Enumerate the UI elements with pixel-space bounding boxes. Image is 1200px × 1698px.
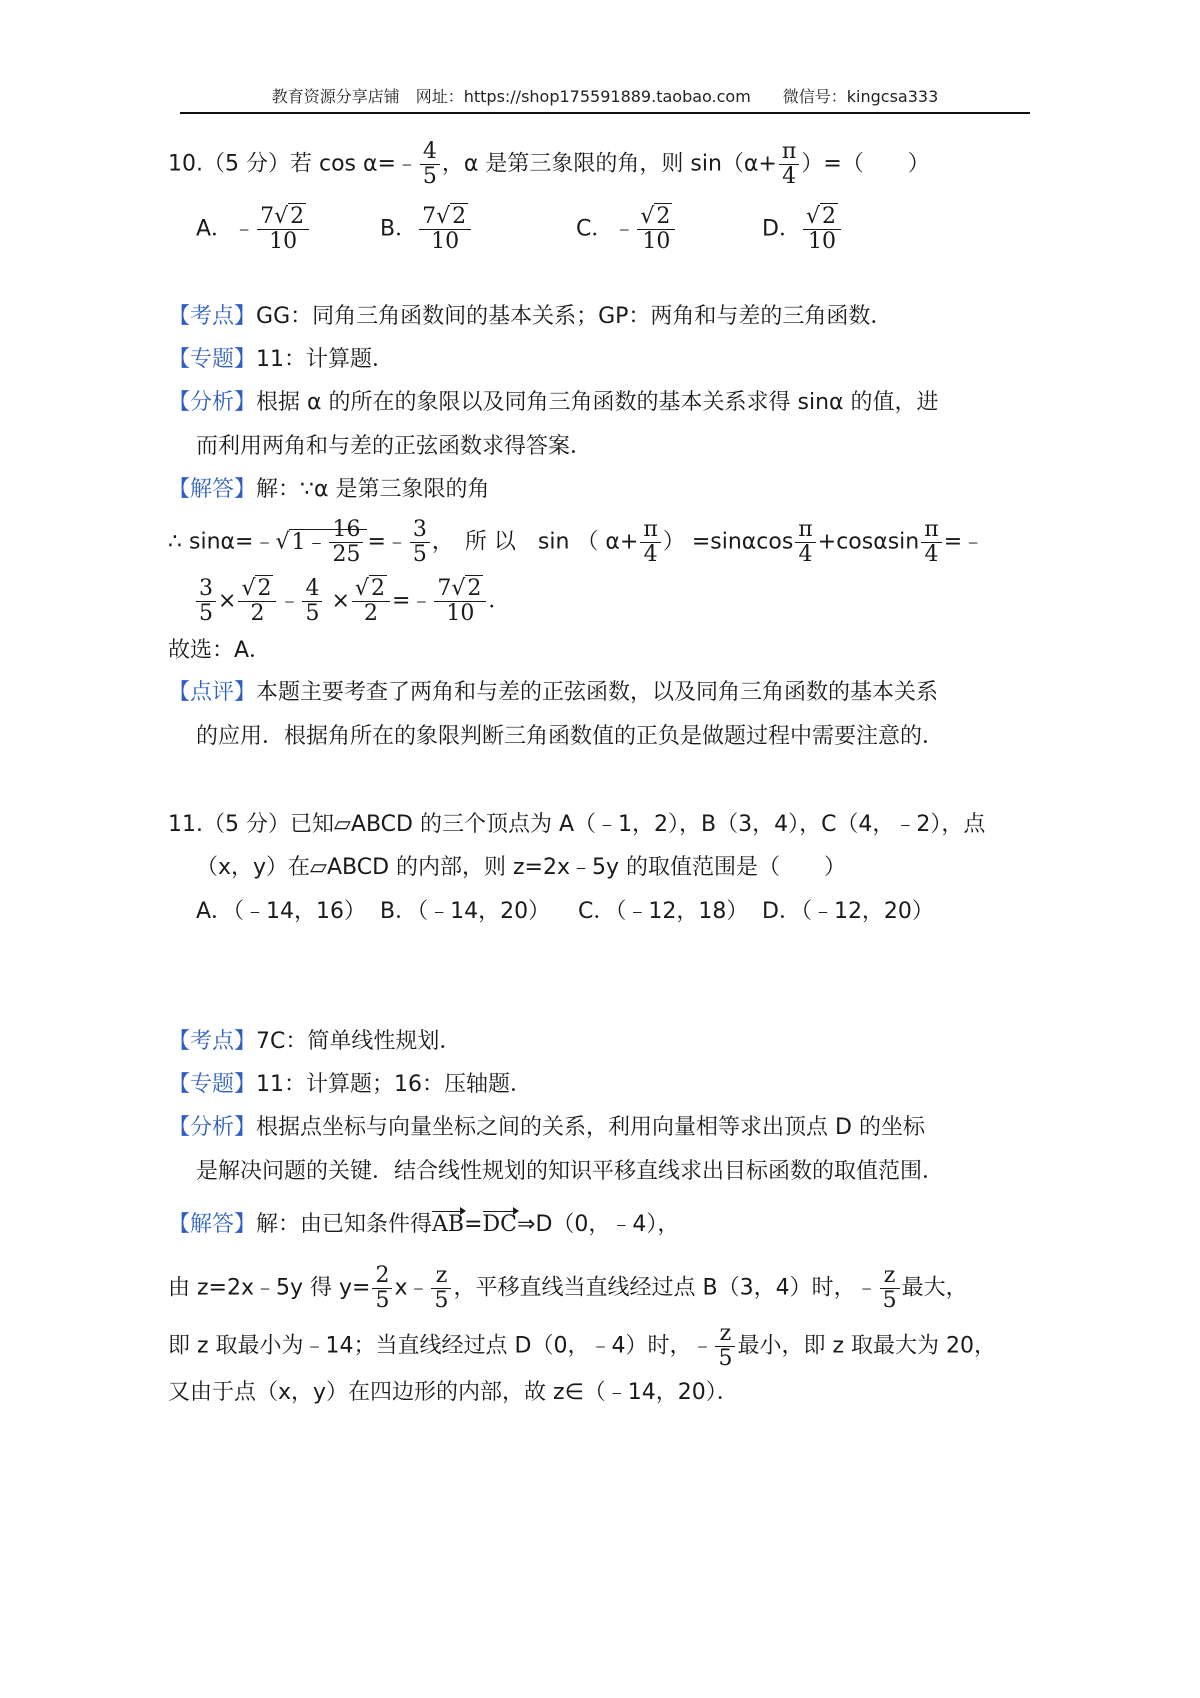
fraction: $\frac{7√2}{10}$ bbox=[434, 577, 486, 626]
fraction: $\frac{√2}{2}$ bbox=[352, 577, 390, 626]
zhuanti-10: 【专题】11：计算题． bbox=[168, 347, 395, 372]
fenxi-11: 【分析】根据点坐标与向量坐标之间的关系，利用向量相等求出顶点 D 的坐标 bbox=[168, 1115, 925, 1140]
solution-line-1: ∴ sinα=﹣√1﹣ $\frac{16}{25}$ =﹣ $\frac{3}{5}$ ， 所 以 sin （ α+ $\frac{\pi}{4}$ ） =sinαcos $\frac{\pi}{4}$ +cosαsin $\frac{\pi}{4}$ =﹣ bbox=[168, 517, 985, 567]
option-a: A．﹣ $\frac{7√2}{10}$ bbox=[196, 205, 311, 254]
sqrt-symbol: √2 bbox=[274, 204, 305, 229]
option-d: D．（﹣12，20） bbox=[762, 899, 934, 924]
solution-11-line-2: 即 z 取最小为﹣14；当直线经过点 D（0，﹣4）时，﹣ $\frac{z}{5}$ 最小，即 z 取最大为 20， bbox=[168, 1321, 996, 1371]
kaodian-11: 【考点】7C：简单线性规划． bbox=[168, 1029, 462, 1054]
jieda-11: 【解答】解：由已知条件得AB=DC⇒D（0，﹣4）， bbox=[168, 1210, 679, 1240]
sqrt-symbol: √2 bbox=[451, 576, 482, 601]
answer-choice-10: 故选：A． bbox=[168, 638, 272, 663]
fraction: $\frac{7√2}{10}$ bbox=[257, 205, 309, 254]
solution-line-2: $\frac{3}{5}$ × $\frac{√2}{2}$ ﹣ $\frac{4}{5}$ × $\frac{√2}{2}$ =﹣ $\frac{7√2}{10}$ ． bbox=[194, 577, 510, 626]
option-c: C．﹣ $\frac{√2}{10}$ bbox=[576, 205, 677, 254]
fraction: $\frac{z}{5}$ bbox=[431, 1264, 451, 1313]
fraction: $\frac{4}{5}$ bbox=[302, 577, 322, 626]
fenxi-11-cont: 是解决问题的关键．结合线性规划的知识平移直线求出目标函数的取值范围． bbox=[196, 1159, 945, 1184]
fraction: $\frac{3}{5}$ bbox=[196, 577, 216, 626]
fraction: $\frac{√2}{2}$ bbox=[238, 577, 276, 626]
option-d: D． $\frac{√2}{10}$ bbox=[762, 205, 843, 254]
sqrt-symbol: √2 bbox=[241, 576, 272, 601]
fraction: $\frac{z}{5}$ bbox=[880, 1264, 900, 1313]
fenxi-10-cont: 而利用两角和与差的正弦函数求得答案． bbox=[196, 434, 593, 459]
fraction: $\frac{16}{25}$ bbox=[329, 518, 363, 567]
fraction: $\frac{\pi}{4}$ bbox=[779, 140, 799, 189]
fraction: $\frac{4}{5}$ bbox=[420, 140, 440, 189]
sqrt-symbol: √2 bbox=[436, 204, 467, 229]
fraction: $\frac{√2}{10}$ bbox=[803, 205, 841, 254]
fraction: $\frac{\pi}{4}$ bbox=[640, 518, 660, 567]
zhuanti-11: 【专题】11：计算题；16：压轴题． bbox=[168, 1072, 533, 1097]
vector-ab: AB bbox=[432, 1210, 464, 1240]
option-c: C．（﹣12，18） bbox=[578, 899, 749, 924]
sqrt-symbol: √1﹣ $\frac{16}{25}$ bbox=[275, 518, 367, 567]
fraction: $\frac{3}{5}$ bbox=[410, 518, 430, 567]
sqrt-symbol: √2 bbox=[640, 204, 671, 229]
option-b: B．（﹣14，20） bbox=[380, 899, 551, 924]
fraction: $\frac{\pi}{4}$ bbox=[921, 518, 941, 567]
fraction: $\frac{z}{5}$ bbox=[715, 1322, 735, 1371]
question-11: 11.（5 分）已知▱ABCD 的三个顶点为 A（﹣1，2），B（3，4），C（4，﹣2），点 bbox=[168, 812, 986, 837]
jieda-10: 【解答】解：∵α 是第三象限的角 bbox=[168, 477, 490, 502]
dianping-10: 【点评】本题主要考查了两角和与差的正弦函数，以及同角三角函数的基本关系 bbox=[168, 680, 939, 705]
sqrt-symbol: √2 bbox=[805, 204, 836, 229]
fraction: $\frac{7√2}{10}$ bbox=[419, 205, 471, 254]
fenxi-10: 【分析】根据 α 的所在的象限以及同角三角函数的基本关系求得 sinα 的值，进 bbox=[168, 390, 939, 415]
solution-11-line-1: 由 z=2x﹣5y 得 y= $\frac{2}{5}$ x﹣ $\frac{z}{5}$ ，平移直线当直线经过点 B（3，4）时，﹣ $\frac{z}{5}$ 最大， bbox=[168, 1263, 968, 1313]
solution-11-line-3: 又由于点（x，y）在四边形的内部，故 z∈（﹣14，20）． bbox=[168, 1380, 739, 1405]
fraction: $\frac{\pi}{4}$ bbox=[795, 518, 815, 567]
dianping-10-cont: 的应用．根据角所在的象限判断三角函数值的正负是做题过程中需要注意的． bbox=[196, 724, 945, 749]
question-10: 10.（5 分）若 cos α=﹣ $\frac{4}{5}$ ，α 是第三象限的角，则 sin（α+ $\frac{\pi}{4}$ ）=（ ） bbox=[168, 139, 930, 189]
option-b: B． $\frac{7√2}{10}$ bbox=[380, 205, 473, 254]
question-11-cont: （x，y）在▱ABCD 的内部，则 z=2x﹣5y 的取值范围是（ ） bbox=[196, 855, 847, 880]
option-a: A．（﹣14，16） bbox=[196, 899, 367, 924]
fraction: $\frac{2}{5}$ bbox=[372, 1264, 392, 1313]
kaodian-10: 【考点】GG：同角三角函数间的基本关系；GP：两角和与差的三角函数． bbox=[168, 304, 893, 329]
vector-dc: DC bbox=[483, 1210, 517, 1240]
fraction: $\frac{√2}{10}$ bbox=[637, 205, 675, 254]
page-header: 教育资源分享店铺 网址：https://shop175591889.taobao.com 微信号：kingcsa333 bbox=[180, 84, 1030, 114]
sqrt-symbol: √2 bbox=[354, 576, 385, 601]
